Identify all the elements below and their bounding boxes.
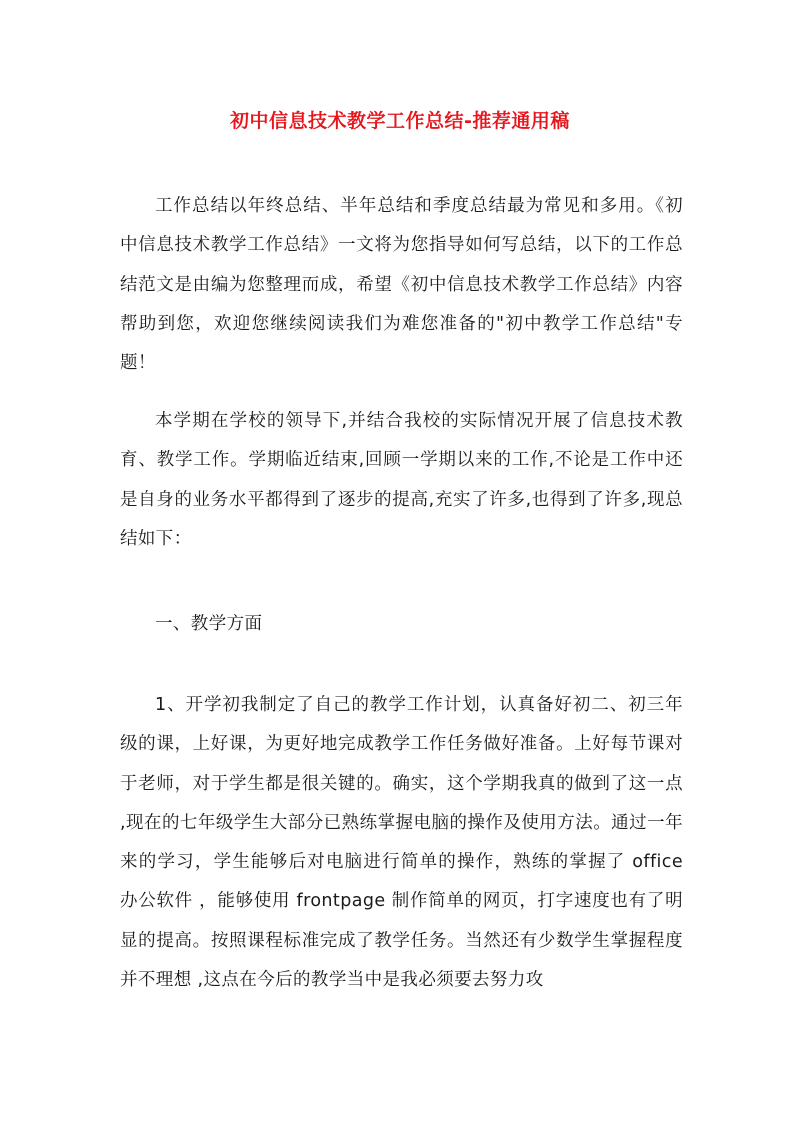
item-1-paragraph: 1、开学初我制定了自己的教学工作计划，认真备好初二、初三年级的课，上好课，为更好地完成教学工作任务做好准备。上好每节课对于老师，对于学生都是很关键的。确实，这个学期我真的做到了这一点 ,现在的七年级学生大部分已熟练掌握电脑的操作及使用方法。通过一年来的学习，学生能够后对电脑进行简单的操作，熟练的掌握了 office 办公软件 ，能够使用 frontpage 制作简单的网页，打字速度也有了明显的提高。按照课程标准完成了教学任务。当然还有少数学生掌握程度并不理想 ,这点在今后的教学当中是我必须要去努力攻	[120, 695, 683, 991]
intro-paragraph-block	[120, 187, 683, 383]
semester-paragraph: 本学期在学校的领导下,并结合我校的实际情况开展了信息技术教育、教学工作。学期临近结束,回顾一学期以来的工作,不论是工作中还是自身的业务水平都得到了逐步的提高,充实了许多,也得到了许多,现总结如下：	[120, 411, 683, 549]
section-heading-block	[120, 605, 683, 644]
semester-paragraph-block	[120, 402, 683, 559]
section-heading: 一、教学方面	[155, 614, 263, 634]
document-title: 初中信息技术教学工作总结-推荐通用稿	[230, 110, 570, 132]
intro-paragraph: 工作总结以年终总结、半年总结和季度总结最为常见和多用。《初中信息技术教学工作总结》一文将为您指导如何写总结，以下的工作总结范文是由编为您整理而成，希望《初中信息技术教学工作总结》内容帮助到您，欢迎您继续阅读我们为难您准备的"初中教学工作总结"专题！	[120, 196, 683, 374]
item-1-paragraph-block	[120, 686, 683, 1000]
